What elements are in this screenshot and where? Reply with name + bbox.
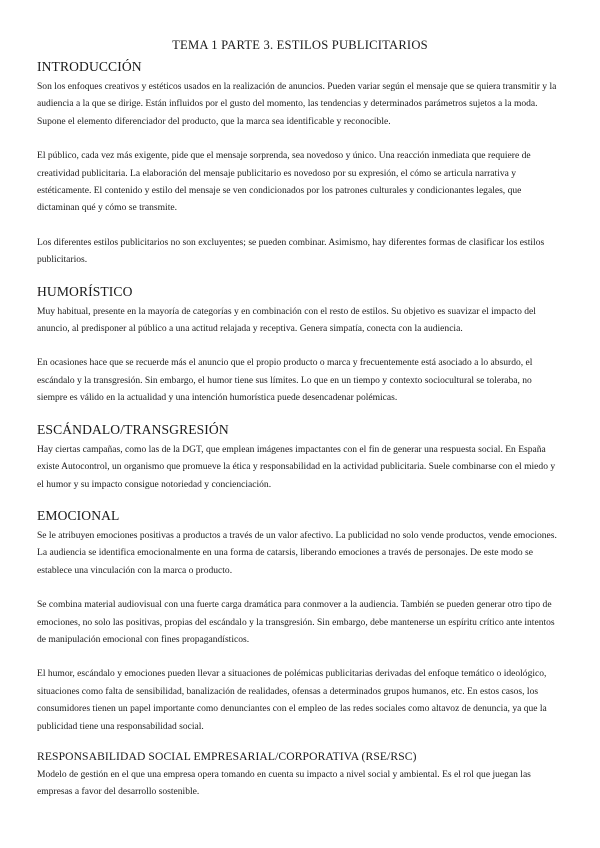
paragraph: Se combina material audiovisual con una fuerte carga dramática para conmover a la audiencia. También se pueden generar otro tipo de emociones, no solo las positivas, propias del escándalo y la transgresión. Sin embargo, debe mantenerse un espíritu crítico ante intentos de manipulación emocional con fines propagandísticos. [37, 599, 555, 645]
paragraph: Son los enfoques creativos y estéticos usados en la realización de anuncios. Pueden variar según el mensaje que se quiera transmitir y la audiencia a la que se dirige. Están influidos por el gusto del momento, las tendencias y determinados parámetros sujetos a la moda. Supone el elemento diferenciador del producto, que la marca sea identificable y reconocible. [37, 81, 557, 127]
paragraph: El humor, escándalo y emociones pueden llevar a situaciones de polémicas publicitarias derivadas del enfoque temático o ideológico, situaciones como falta de sensibilidad, banalización de realidades, ofensas a determinados grupos humanos, etc. En estos casos, los consumidores tienen un papel importante como denunciantes con el empleo de las redes sociales como altavoz de denuncia, ya que la publicidad tiene una responsabilidad social. [37, 668, 547, 732]
paragraph: Se le atribuyen emociones positivas a productos a través de un valor afectivo. La publicidad no solo vende productos, vende emociones. La audiencia se identifica emocionalmente en una forma de catarsis, liberando emociones a través de personajes. De este modo se establece una vinculación con la marca o producto. [37, 529, 557, 576]
paragraph: Modelo de gestión en el que una empresa opera tomando en cuenta su impacto a nivel social y ambiental. Es el rol que juegan las empresas a favor del desarrollo sostenible. [37, 768, 531, 798]
paragraph: El público, cada vez más exigente, pide que el mensaje sorprenda, sea novedoso y único. Una reacción inmediata que requiere de creatividad publicitaria. La elaboración del mensaje publicitario es novedoso por su expresión, el cómo se articula narrativa y estéticamente. El contenido y estilo del mensaje se ven condicionados por los patrones culturales y condicionantes legales, que dictaminan qué y cómo se transmite. [37, 150, 531, 214]
section-heading-escandalo: ESCÁNDALO/TRANSGRESIÓN [37, 421, 229, 437]
paragraph: Los diferentes estilos publicitarios no son excluyentes; se pueden combinar. Asimismo, hay diferentes formas de clasificar los estilos publicitarios. [37, 236, 545, 266]
section-heading-rse: RESPONSABILIDAD SOCIAL EMPRESARIAL/CORPORATIVA (RSE/RSC) [37, 749, 417, 763]
section-heading-humoristico: HUMORÍSTICO [37, 283, 133, 299]
paragraph: En ocasiones hace que se recuerde más el anuncio que el propio producto o marca y frecuentemente está asociado a lo absurdo, el escándalo y la transgresión. Sin embargo, el humor tiene sus límites. Lo que en un tiempo y contexto sociocultural se toleraba, no siempre es válido en la actualidad y una intención humorística puede desencadenar polémicas. [37, 357, 533, 404]
paragraph: Hay ciertas campañas, como las de la DGT, que emplean imágenes impactantes con el fin de generar una respuesta social. En España existe Autocontrol, un organismo que promueve la ética y responsabilidad en la actividad publicitaria. Suele combinarse con el miedo y el humor y su impacto consigue notoriedad y concienciación. [37, 443, 556, 490]
document-title: TEMA 1 PARTE 3. ESTILOS PUBLICITARIOS [172, 38, 428, 52]
section-heading-emocional: EMOCIONAL [37, 507, 120, 523]
paragraph: Muy habitual, presente en la mayoría de categorías y en combinación con el resto de estilos. Su objetivo es suavizar el impacto del anuncio, al predisponer al público a una actitud relajada y receptiva. Genera simpatía, conecta con la audiencia. [37, 305, 536, 335]
section-heading-introduccion: INTRODUCCIÓN [37, 59, 142, 74]
